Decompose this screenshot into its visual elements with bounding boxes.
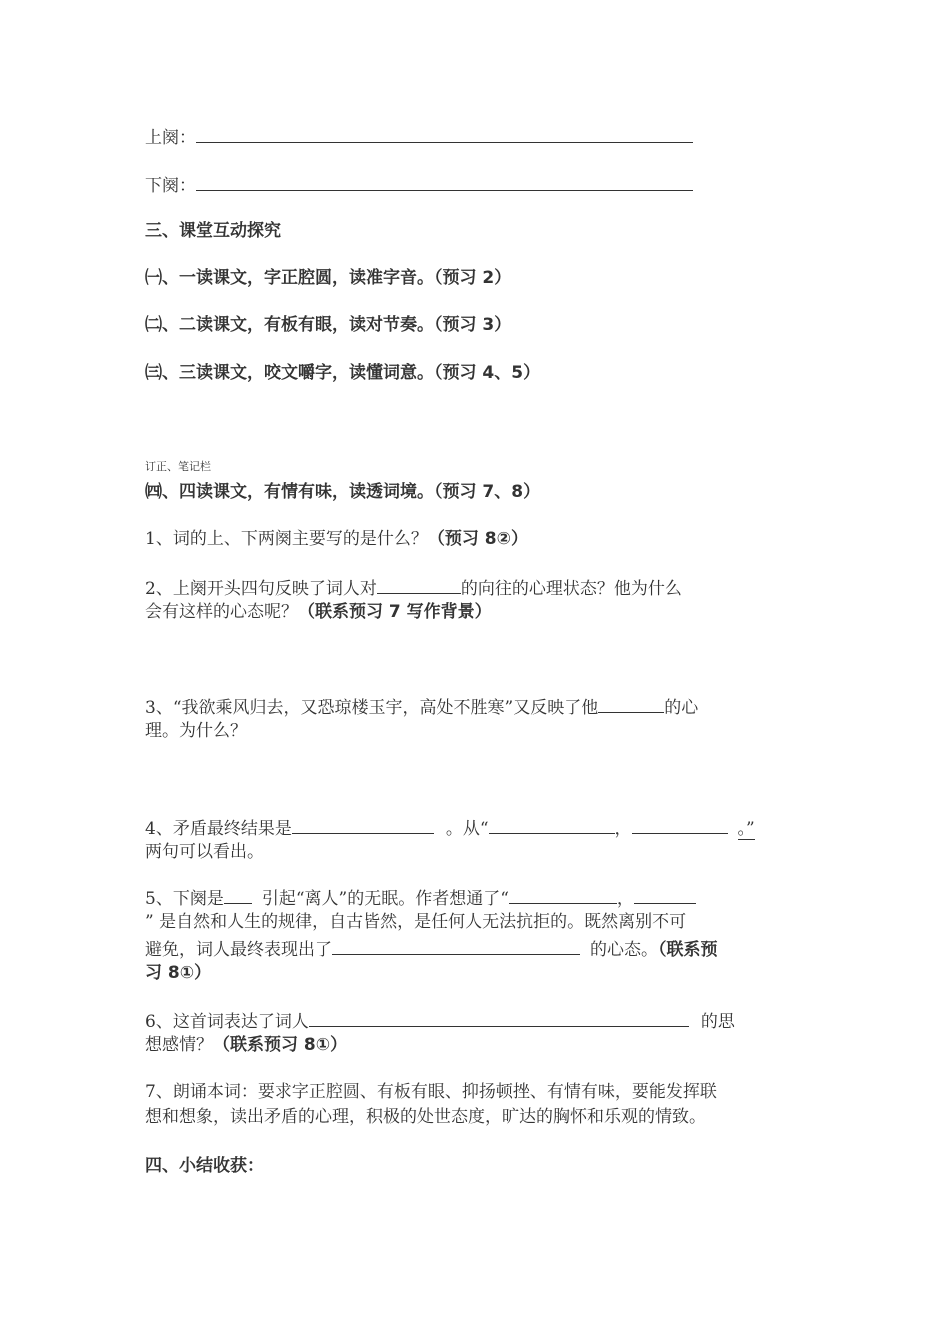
q4-blank-quote-2[interactable] [632,815,728,834]
shangque-blank[interactable] [196,124,693,143]
q2-text-a: 2、上阕开头四句反映了词人对 [145,579,377,599]
shangque-line [145,124,693,150]
question-6-line-2 [145,1033,347,1057]
q5-text-a: 5、下阕是 [145,889,224,909]
question-3-line-2: 理。为什么？ [145,721,247,741]
question-6-line-1 [145,1008,735,1034]
q5-text-f: 的心态。 [590,940,658,960]
q2-blank[interactable] [377,575,461,594]
q5-blank-attitude[interactable] [332,936,580,955]
q4-blank-quote-1[interactable] [489,815,615,834]
q6-blank[interactable] [309,1008,689,1027]
shangque-label: 上阕： [145,128,196,148]
question-5-line-1 [145,885,696,911]
q6-text-a: 6、这首词表达了词人 [145,1012,309,1032]
section4-heading: 四、小结收获： [145,1156,264,1176]
step1-heading: ㈠、一读课文，字正腔圆，读准字音。（预习 2） [145,268,512,288]
q4-blank-result[interactable] [292,815,434,834]
q4-text-c: ， [614,819,632,839]
q2-text-b: 的向往的心理状态？他为什么 [460,579,682,599]
q6-text-b: 的思 [700,1012,735,1032]
question-2-line-2 [145,600,492,624]
xiaque-line [145,172,693,198]
question-4-line-2: 两句可以看出。 [145,842,264,862]
question-5-line-2: ” 是自然和人生的规律，自古皆然，是任何人无法抗拒的。既然离别不可 [145,912,687,932]
q2-text-c: 会有这样的心态呢？ [145,602,298,622]
question-7-line-2: 想和想象，读出矛盾的心理，积极的处世态度，旷达的胸怀和乐观的情致。 [145,1107,706,1127]
q5-blank-quote-2[interactable] [634,885,696,904]
q4-text-b: 。从“ [445,819,489,839]
q5-text-b: 引起“离人”的无眠。作者想通了“ [261,889,509,909]
q1-text: 1、词的上、下两阕主要写的是什么？ [145,529,428,549]
q3-text-a: 3、“我欲乘风归去，又恐琼楼玉宇，高处不胜寒”又反映了他 [145,698,599,718]
step2-heading: ㈡、二读课文，有板有眼，读对节奏。（预习 3） [145,315,512,335]
q6-reference: （联系预习 8①） [213,1035,348,1055]
q1-reference: （预习 8②） [427,529,528,549]
q4-text-d: 。” [737,819,755,839]
q2-reference: （联系预习 7 写作背景） [298,602,492,622]
question-4-line-1 [145,815,755,841]
q5-text-e: 避免，词人最终表现出了 [145,940,332,960]
q5-reference-a: （联系预 [658,940,718,960]
q5-reference-b: 习 8①） [145,963,212,983]
question-2-line-1 [145,575,682,601]
section3-heading: 三、课堂互动探究 [145,221,281,241]
question-5-line-3 [145,936,718,962]
step4-heading: ㈣、四读课文，有情有味，读透词境。（预习 7、8） [145,482,541,502]
q6-text-c: 想感情？ [145,1035,213,1055]
xiaque-blank[interactable] [196,172,693,191]
margin-note: 订正、笔记栏 [145,460,211,473]
q5-blank-cause[interactable] [224,885,252,904]
question-7-line-1: 7、朗诵本词：要求字正腔圆、有板有眼、抑扬顿挫、有情有味，要能发挥联 [145,1082,717,1102]
q3-blank[interactable] [598,694,664,713]
question-1 [145,527,528,551]
q5-text-c: ， [616,889,634,909]
step3-heading: ㈢、三读课文，咬文嚼字，读懂词意。（预习 4、5） [145,363,541,383]
q5-blank-quote-1[interactable] [509,885,617,904]
q4-text-a: 4、矛盾最终结果是 [145,819,292,839]
question-3-line-1 [145,694,698,720]
xiaque-label: 下阕： [145,176,196,196]
q3-text-b: 的心 [664,698,699,718]
